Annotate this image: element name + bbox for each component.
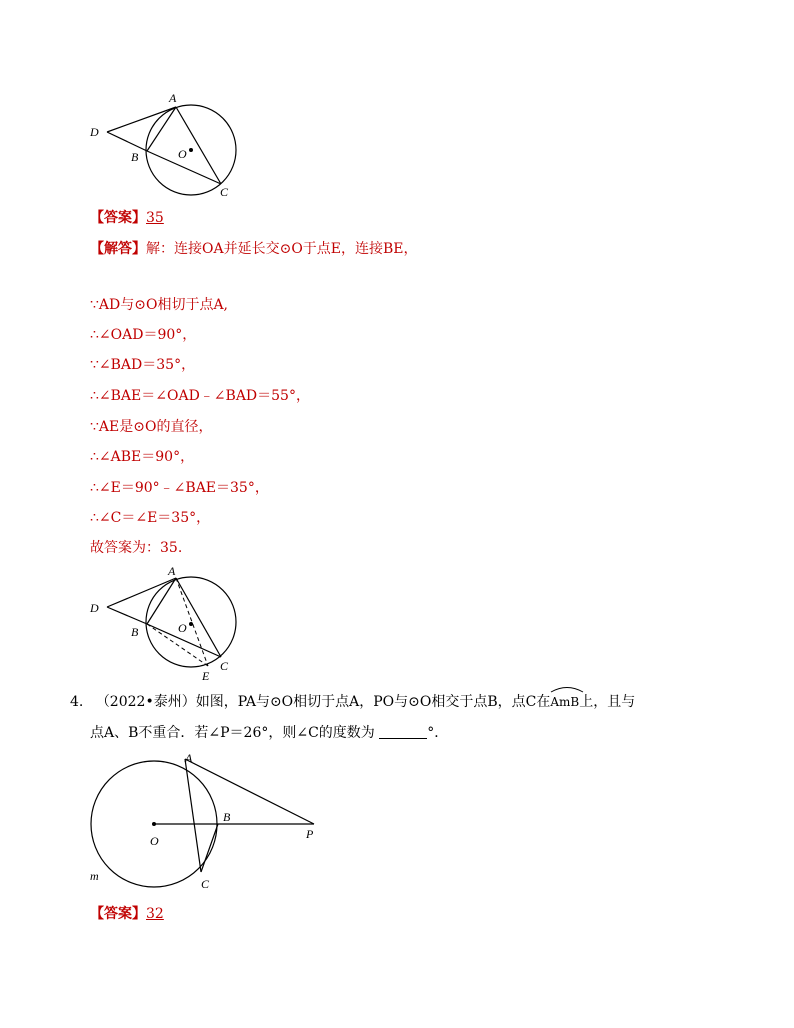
solution-step: ∴∠BAE＝∠OAD﹣∠BAD＝55°， [90, 388, 310, 404]
solution-step: ∵∠BAD＝35°， [90, 357, 196, 373]
arc-label: AmB [550, 695, 580, 709]
segment-db [107, 132, 147, 151]
center-dot [189, 622, 193, 626]
label-b: B [131, 625, 139, 639]
segment-ac [176, 578, 221, 657]
label-c: C [220, 659, 229, 673]
label-o: O [150, 834, 159, 848]
solution-step: ∴∠C＝∠E＝35°， [90, 510, 211, 526]
answer-value: 35 [146, 210, 164, 226]
solution-step: ∴∠OAD＝90°， [90, 327, 197, 343]
answer-blank [379, 724, 427, 739]
question-4-line-2 [90, 723, 448, 743]
label-c: C [220, 185, 229, 199]
solution-intro: 解：连接OA并延长交⊙O于点E，连接BE， [146, 241, 418, 257]
solution-intro-line [90, 239, 418, 259]
label-e: E [202, 669, 210, 682]
label-o: O [178, 147, 187, 161]
answer-value: 32 [146, 906, 164, 922]
figure-circle-tangent-2 [80, 562, 250, 682]
figure-circle-tangent-1 [80, 88, 250, 200]
label-p: P [306, 827, 314, 841]
label-a: A [168, 564, 176, 578]
answer-line-4 [90, 904, 164, 924]
solution-step: ∴∠ABE＝90°， [90, 449, 195, 465]
segment-db [107, 607, 147, 624]
question-text-part-3: 点A、B不重合．若∠P＝26°，则∠C的度数为 [90, 725, 375, 741]
question-4-line-1 [70, 692, 635, 712]
label-a: A [169, 91, 177, 105]
segment-ac [185, 759, 201, 872]
label-m: m [90, 869, 99, 883]
label-b: B [131, 150, 139, 164]
label-c: C [201, 877, 210, 891]
segment-da [107, 578, 176, 607]
figure-circle-tangent-3 [84, 748, 334, 896]
center-dot [189, 148, 193, 152]
solution-tag: 【解答】 [90, 241, 146, 257]
label-d: D [90, 601, 99, 615]
answer-line-1 [90, 208, 164, 228]
label-a: A [185, 751, 193, 765]
answer-tag: 【答案】 [90, 210, 146, 226]
solution-step: ∴∠E＝90°﹣∠BAE＝35°， [90, 480, 269, 496]
label-b: B [223, 810, 231, 824]
segment-da [107, 107, 176, 132]
question-text-part-4: °． [427, 725, 449, 741]
question-text-part-1: （2022•泰州）如图，PA与⊙O相切于点A，PO与⊙O相交于点B，点C在 [95, 694, 551, 710]
segment-ac [176, 107, 221, 184]
segment-bc [201, 824, 218, 872]
solution-step: ∵AE是⊙O的直径， [90, 419, 213, 435]
solution-step: ∵AD与⊙O相切于点A, [90, 297, 229, 313]
segment-ap [185, 759, 314, 824]
solution-conclusion: 故答案为：35. [90, 540, 183, 556]
question-number: 4. [70, 694, 84, 710]
arc-symbol-icon [549, 685, 585, 693]
answer-tag: 【答案】 [90, 906, 146, 922]
label-d: D [90, 125, 99, 139]
center-dot [152, 822, 156, 826]
label-o: O [178, 621, 187, 635]
question-text-part-2: 上，且与 [579, 694, 636, 710]
arc-amb [550, 692, 579, 712]
